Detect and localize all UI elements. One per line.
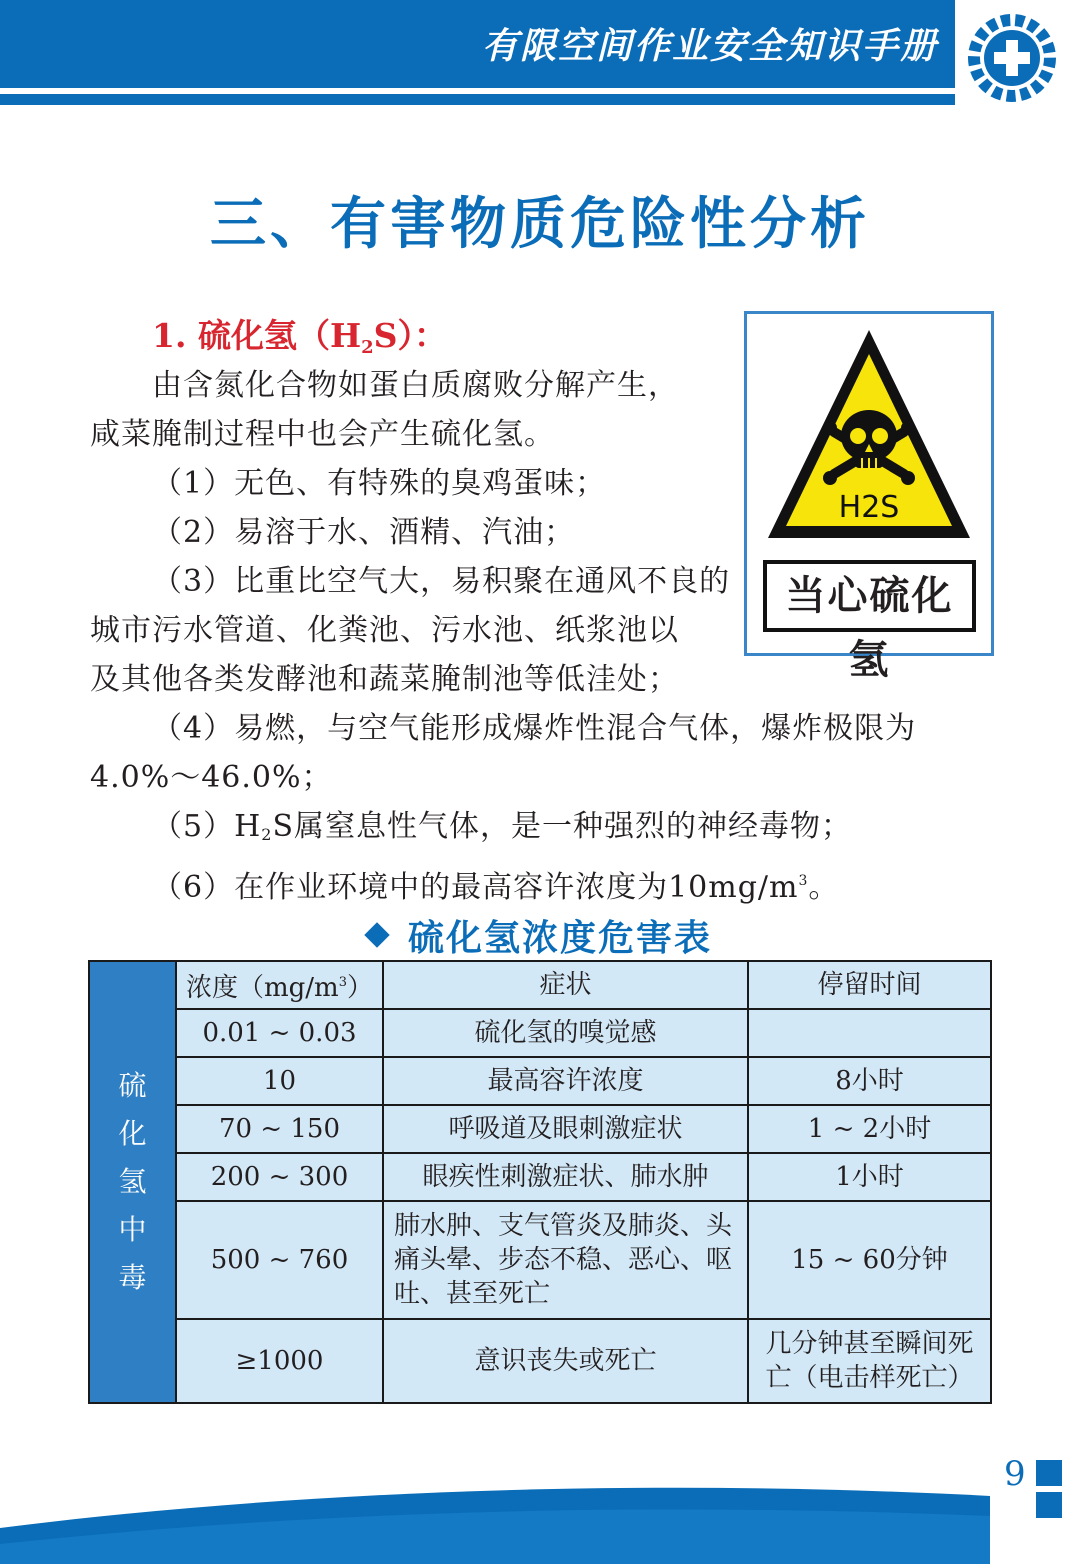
intro-line-2: 咸菜腌制过程中也会产生硫化氢。 xyxy=(90,417,555,452)
page-number: 9 xyxy=(1004,1454,1026,1494)
property-3-line-1: （3）比重比空气大，易积聚在通风不良的 xyxy=(152,564,731,599)
header-symptom: 症状 xyxy=(383,961,748,1009)
cell-symptom: 意识丧失或死亡 xyxy=(383,1319,748,1403)
cell-duration: 1 ~ 2小时 xyxy=(748,1105,991,1153)
cell-symptom: 肺水肿、支气管炎及肺炎、头痛头晕、步态不稳、恶心、呕吐、甚至死亡 xyxy=(383,1201,748,1319)
cell-duration: 1小时 xyxy=(748,1153,991,1201)
table-row xyxy=(89,1201,991,1319)
page-squares-icon xyxy=(1036,1460,1066,1524)
h2s-hazard-table xyxy=(88,960,992,1404)
cell-symptom: 呼吸道及眼刺激症状 xyxy=(383,1105,748,1153)
intro-line-1: 由含氮化合物如蛋白质腐败分解产生， xyxy=(152,368,679,403)
header-title: 有限空间作业安全知识手册 xyxy=(481,25,938,67)
cell-conc: 70 ~ 150 xyxy=(176,1105,383,1153)
side-label: 硫 化 氢 中 毒 xyxy=(89,961,176,1403)
property-3-line-3: 及其他各类发酵池和蔬菜腌制池等低洼处； xyxy=(90,662,679,697)
header-stripe xyxy=(0,94,955,105)
cell-symptom: 最高容许浓度 xyxy=(383,1057,748,1105)
page-title: 三、有害物质危险性分析 xyxy=(210,192,870,257)
cell-symptom: 眼疾性刺激症状、肺水肿 xyxy=(383,1153,748,1201)
property-2: （2）易溶于水、酒精、汽油； xyxy=(152,515,576,550)
warning-sign xyxy=(744,311,994,683)
cell-conc: 0.01 ~ 0.03 xyxy=(176,1009,383,1057)
property-4-line-1: （4）易燃，与空气能形成爆炸性混合气体，爆炸极限为 xyxy=(152,711,917,746)
cell-conc: ≥1000 xyxy=(176,1319,383,1403)
property-1: （1）无色、有特殊的臭鸡蛋味； xyxy=(152,466,607,501)
cell-duration: 15 ~ 60分钟 xyxy=(748,1201,991,1319)
property-5: $(5)H_2S$属窒息性气体，是一种强烈的神经毒物； xyxy=(152,809,852,844)
table-row xyxy=(89,1057,991,1105)
cell-conc: 200 ~ 300 xyxy=(176,1153,383,1201)
property-4-line-2: 4.0%～46.0%； xyxy=(90,760,333,795)
safety-cross-gear-icon xyxy=(956,0,1080,112)
table-header-row xyxy=(89,961,991,1009)
property-6: （6）在作业环境中的最高容许浓度为$10mg/m^3$。 xyxy=(152,870,840,905)
table-row xyxy=(89,1105,991,1153)
table-heading: 硫化氢浓度危害表 xyxy=(0,910,1080,961)
table-row xyxy=(89,1319,991,1403)
cell-duration: 几分钟甚至瞬间死亡（电击样死亡） xyxy=(748,1319,991,1403)
cell-conc: 500 ~ 760 xyxy=(176,1201,383,1319)
header-concentration: 浓度$(mg/m^3)$ xyxy=(176,961,383,1009)
sign-label: 当心硫化氢 xyxy=(763,560,976,632)
header-duration: 停留时间 xyxy=(748,961,991,1009)
cell-conc: 10 xyxy=(176,1057,383,1105)
property-3-line-2: 城市污水管道、化粪池、污水池、纸浆池以 xyxy=(90,613,679,648)
cell-duration xyxy=(748,1009,991,1057)
table-row xyxy=(89,1009,991,1057)
diamond-icon xyxy=(364,922,389,947)
footer-wave xyxy=(0,1470,1080,1564)
sign-formula: H2S xyxy=(838,490,900,525)
cell-duration: 8小时 xyxy=(748,1057,991,1105)
cell-symptom: 硫化氢的嗅觉感 xyxy=(383,1009,748,1057)
table-row xyxy=(89,1153,991,1201)
skull-crossbones-icon xyxy=(762,324,976,546)
section-heading: 1. 硫化氢$(H_2S)$： xyxy=(152,316,447,358)
